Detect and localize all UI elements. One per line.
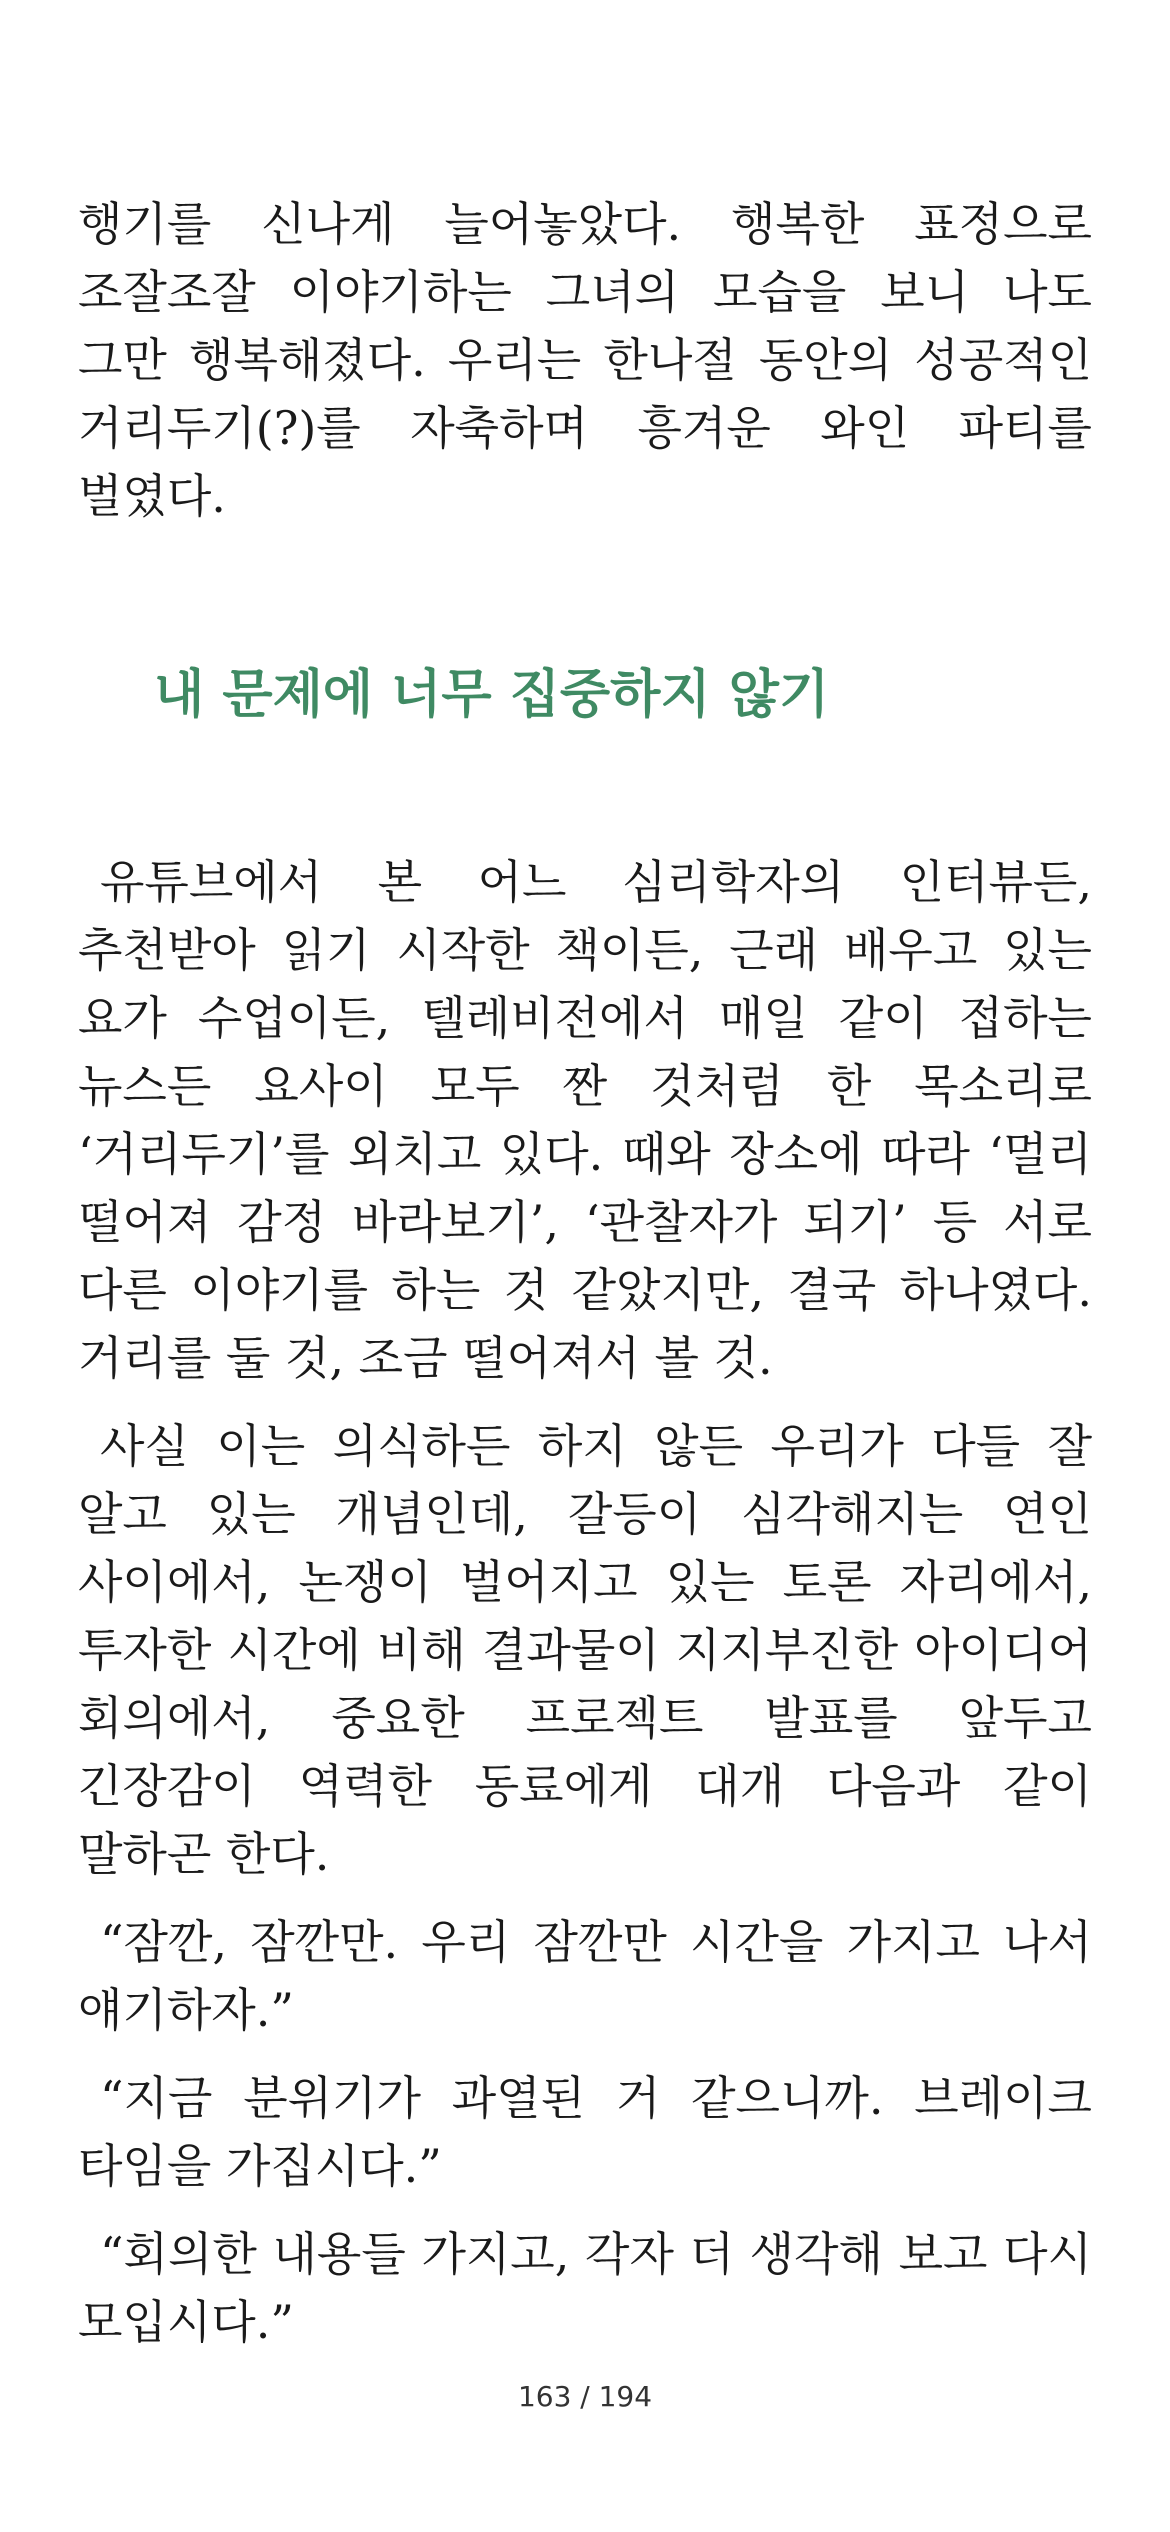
section-heading: 내 문제에 너무 집중하지 않기 [154,665,830,725]
quote-paragraph-2: “지금 분위기가 과열된 거 같으니까. 브레이크 타임을 가집시다.” [78,2071,1092,2193]
paragraph-1: 유튜브에서 본 어느 심리학자의 인터뷰든, 추천받아 읽기 시작한 책이든, 근래 배우고 있는 요가 수업이든, 텔레비전에서 매일 같이 접하는 뉴스든 요사이 모두 짠 것처럼 한 목소리로 ‘거리두기’를 외치고 있다. 때와 장소에 따라 ‘멀리 떨어져 감정 바라보기’, ‘관찰자가 되기’ 등 서로 다른 이야기를 하는 것 같았지만, 결국 하나였다. 거리를 둘 것, 조금 떨어져서 볼 것. [78,855,1092,1385]
intro-text-block [78,190,1092,530]
page-indicator: 163 / 194 [517,2380,653,2413]
body-text-block [78,848,1092,2356]
intro-paragraph: 행기를 신나게 늘어놓았다. 행복한 표정으로 조잘조잘 이야기하는 그녀의 모습을 보니 나도 그만 행복해졌다. 우리는 한나절 동안의 성공적인 거리두기(?)를 자축하며 흥겨운 와인 파티를 벌였다. [78,197,1092,523]
quote-paragraph-1: “잠깐, 잠깐만. 우리 잠깐만 시간을 가지고 나서 얘기하자.” [78,1915,1092,2037]
quote-paragraph-3: “회의한 내용들 가지고, 각자 더 생각해 보고 다시 모입시다.” [78,2227,1092,2349]
paragraph-2: 사실 이는 의식하든 하지 않든 우리가 다들 잘 알고 있는 개념인데, 갈등이 심각해지는 연인 사이에서, 논쟁이 벌어지고 있는 토론 자리에서, 투자한 시간에 비해 결과물이 지지부진한 아이디어 회의에서, 중요한 프로젝트 발표를 앞두고 긴장감이 역력한 동료에게 대개 다음과 같이 말하곤 한다. [78,1419,1092,1881]
